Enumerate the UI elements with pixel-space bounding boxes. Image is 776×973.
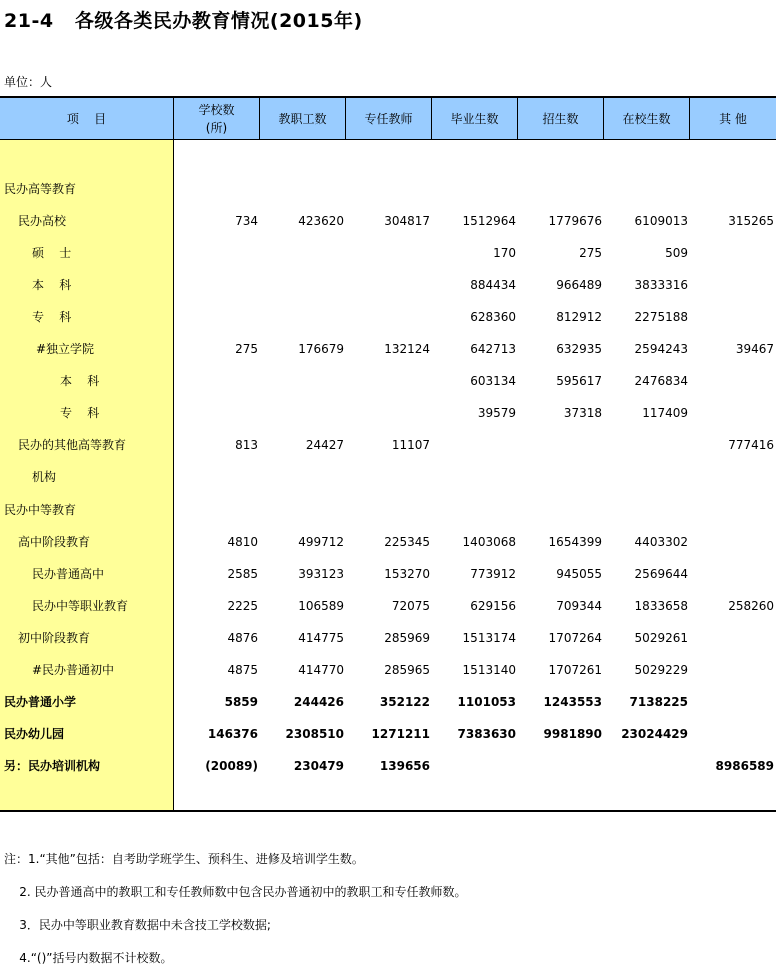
row-label: 民办的其他高等教育 bbox=[18, 438, 127, 453]
row-label: 专 科 bbox=[32, 310, 72, 325]
table-cell: 945055 bbox=[556, 566, 602, 581]
header-students: 在校生数 bbox=[604, 98, 690, 140]
table-cell: 628360 bbox=[470, 310, 516, 325]
table-cell: 2594243 bbox=[634, 342, 688, 357]
table-cell: 244426 bbox=[293, 694, 344, 709]
table-row bbox=[0, 237, 776, 269]
table-cell: 884434 bbox=[470, 278, 516, 293]
table-row bbox=[0, 558, 776, 590]
row-label: 机构 bbox=[32, 470, 57, 485]
table-header bbox=[0, 96, 776, 140]
note-2: 2. 民办普通高中的教职工和专任教师数中包含民办普通初中的教职工和专任教师数。 bbox=[4, 885, 467, 899]
table-cell: 72075 bbox=[391, 598, 430, 613]
table-cell: 4403302 bbox=[634, 534, 688, 549]
header-staff: 教职工数 bbox=[260, 98, 346, 140]
row-label: 民办高等教育 bbox=[4, 182, 77, 196]
row-label: #民办普通初中 bbox=[32, 662, 115, 677]
table-cell: 5029229 bbox=[634, 662, 688, 677]
table-cell: 2275188 bbox=[634, 310, 688, 325]
table-cell: 170 bbox=[493, 246, 516, 261]
table-cell: 1403068 bbox=[462, 534, 516, 549]
note-1: 注：1.“其他”包括：自考助学班学生、预科生、进修及培训学生数。 bbox=[4, 852, 364, 866]
table-cell: (20089) bbox=[205, 758, 258, 773]
row-label: 民办幼儿园 bbox=[4, 726, 65, 741]
table-row bbox=[0, 590, 776, 622]
table-cell: 106589 bbox=[298, 598, 344, 613]
table-cell: 258260 bbox=[728, 598, 774, 613]
row-label: 专 科 bbox=[60, 406, 100, 421]
row-label: 硕 士 bbox=[32, 246, 72, 261]
table-cell: 2569644 bbox=[634, 566, 688, 581]
table-cell: 117409 bbox=[642, 406, 688, 421]
table-cell: 414775 bbox=[298, 630, 344, 645]
table-row bbox=[0, 397, 776, 429]
table-row bbox=[0, 686, 776, 718]
table-title: 21-4 各级各类民办教育情况(2015年) bbox=[4, 10, 363, 32]
table-cell: 139656 bbox=[379, 758, 430, 773]
row-label: 民办高校 bbox=[18, 214, 67, 229]
table-cell: 499712 bbox=[298, 534, 344, 549]
table-row bbox=[0, 750, 776, 782]
table-cell: 1512964 bbox=[462, 214, 516, 229]
table-cell: 773912 bbox=[470, 566, 516, 581]
table-cell: 423620 bbox=[298, 214, 344, 229]
table-row bbox=[0, 461, 776, 493]
table-cell: 1513174 bbox=[462, 630, 516, 645]
table-cell: 777416 bbox=[728, 438, 774, 453]
header-schools: 学校数 (所) bbox=[174, 98, 260, 140]
table-cell: 1654399 bbox=[548, 534, 602, 549]
row-label: 民办普通高中 bbox=[32, 566, 105, 581]
table-cell: 23024429 bbox=[621, 726, 688, 741]
table-cell: 2476834 bbox=[634, 374, 688, 389]
table-row bbox=[0, 365, 776, 397]
table-cell: 5859 bbox=[224, 694, 258, 709]
table-cell: 629156 bbox=[470, 598, 516, 613]
row-label: 初中阶段教育 bbox=[18, 630, 91, 645]
table-cell: 153270 bbox=[384, 566, 430, 581]
table-row bbox=[0, 526, 776, 558]
table-cell: 1513140 bbox=[462, 662, 516, 677]
table-cell: 734 bbox=[235, 214, 258, 229]
table-cell: 275 bbox=[235, 342, 258, 357]
header-item: 项 目 bbox=[0, 98, 174, 140]
row-label: 民办中等教育 bbox=[4, 502, 77, 517]
note-4: 4.“()”括号内数据不计校数。 bbox=[4, 951, 173, 965]
table-row bbox=[0, 654, 776, 686]
unit-label: 单位：人 bbox=[4, 75, 53, 89]
table-cell: 2585 bbox=[227, 566, 258, 581]
table-cell: 1271211 bbox=[371, 726, 430, 741]
table-row bbox=[0, 718, 776, 750]
table-cell: 304817 bbox=[384, 214, 430, 229]
table-cell: 813 bbox=[235, 438, 258, 453]
table-cell: 11107 bbox=[391, 438, 430, 453]
table-cell: 8986589 bbox=[715, 758, 774, 773]
table-cell: 632935 bbox=[556, 342, 602, 357]
table-cell: 5029261 bbox=[634, 630, 688, 645]
table-cell: 132124 bbox=[384, 342, 430, 357]
table-cell: 414770 bbox=[298, 662, 344, 677]
note-3: 3．民办中等职业教育数据中未含技工学校数据; bbox=[4, 918, 271, 932]
table-row bbox=[0, 173, 776, 205]
table-cell: 176679 bbox=[298, 342, 344, 357]
table-cell: 352122 bbox=[379, 694, 430, 709]
table-cell: 7383630 bbox=[457, 726, 516, 741]
table-row bbox=[0, 301, 776, 333]
table-cell: 393123 bbox=[298, 566, 344, 581]
table-cell: 1707261 bbox=[548, 662, 602, 677]
table-cell: 642713 bbox=[470, 342, 516, 357]
row-label: #独立学院 bbox=[36, 342, 95, 357]
table-cell: 39467 bbox=[735, 342, 774, 357]
table-cell: 509 bbox=[665, 246, 688, 261]
row-label: 民办中等职业教育 bbox=[32, 598, 129, 613]
table-cell: 7138225 bbox=[629, 694, 688, 709]
header-enrollment: 招生数 bbox=[518, 98, 604, 140]
table-row bbox=[0, 622, 776, 654]
table-cell: 2225 bbox=[227, 598, 258, 613]
table-cell: 315265 bbox=[728, 214, 774, 229]
table-cell: 225345 bbox=[384, 534, 430, 549]
row-label: 民办普通小学 bbox=[4, 694, 77, 709]
table-cell: 603134 bbox=[470, 374, 516, 389]
table-cell: 1707264 bbox=[548, 630, 602, 645]
table-cell: 1243553 bbox=[543, 694, 602, 709]
table-cell: 146376 bbox=[207, 726, 258, 741]
table-cell: 1833658 bbox=[634, 598, 688, 613]
table-cell: 966489 bbox=[556, 278, 602, 293]
row-label: 本 科 bbox=[60, 374, 100, 389]
table-cell: 6109013 bbox=[634, 214, 688, 229]
table-cell: 37318 bbox=[563, 406, 602, 421]
table-cell: 4810 bbox=[227, 534, 258, 549]
table-bottom-rule bbox=[0, 810, 776, 812]
table-cell: 1779676 bbox=[548, 214, 602, 229]
table-cell: 595617 bbox=[556, 374, 602, 389]
table-cell: 39579 bbox=[477, 406, 516, 421]
table-row bbox=[0, 269, 776, 301]
row-label: 高中阶段教育 bbox=[18, 534, 91, 549]
row-label: 另：民办培训机构 bbox=[4, 758, 101, 773]
table-cell: 709344 bbox=[556, 598, 602, 613]
header-graduates: 毕业生数 bbox=[432, 98, 518, 140]
table-row bbox=[0, 333, 776, 365]
table-row bbox=[0, 494, 776, 526]
table-cell: 2308510 bbox=[285, 726, 344, 741]
table-cell: 4875 bbox=[227, 662, 258, 677]
table-row bbox=[0, 205, 776, 237]
table-row bbox=[0, 429, 776, 461]
header-other: 其 他 bbox=[719, 112, 747, 126]
header-teachers: 专任教师 bbox=[346, 98, 432, 140]
table-cell: 812912 bbox=[556, 310, 602, 325]
table-cell: 24427 bbox=[305, 438, 344, 453]
row-label: 本 科 bbox=[32, 278, 72, 293]
table-cell: 230479 bbox=[293, 758, 344, 773]
table-cell: 275 bbox=[579, 246, 602, 261]
table-cell: 1101053 bbox=[457, 694, 516, 709]
table-cell: 285965 bbox=[384, 662, 430, 677]
table-cell: 4876 bbox=[227, 630, 258, 645]
table-cell: 3833316 bbox=[634, 278, 688, 293]
table-cell: 285969 bbox=[384, 630, 430, 645]
table-cell: 9981890 bbox=[543, 726, 602, 741]
